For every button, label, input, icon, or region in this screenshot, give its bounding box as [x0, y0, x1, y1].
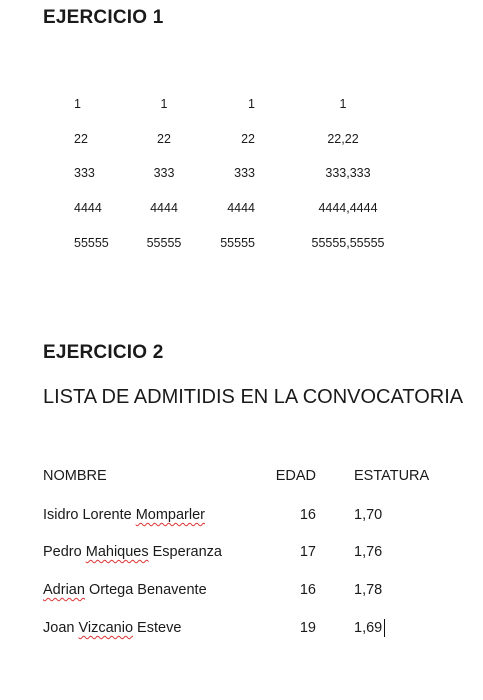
name-text: Esteve [133, 620, 182, 636]
name-text: Ortega Benavente [84, 582, 207, 598]
table-cell: 1 [339, 97, 347, 111]
name-text: Esperanza [148, 544, 222, 560]
table-cell: 333 [234, 166, 255, 180]
header-nombre: NOMBRE [43, 468, 107, 484]
table-cell: 1 [248, 97, 255, 111]
table-cell: 55555,55555 [311, 236, 385, 250]
spellcheck-word[interactable]: Mahiques [85, 544, 149, 560]
person-edad: 17 [299, 544, 316, 560]
table-cell: 4444 [150, 201, 178, 215]
spellcheck-word[interactable]: Momparler [135, 507, 205, 523]
spellcheck-word[interactable]: Adrian [43, 582, 85, 598]
table-cell: 55555 [146, 236, 182, 250]
person-name [43, 582, 207, 598]
table-cell: 55555 [220, 236, 255, 250]
table-cell: 333,333 [325, 166, 371, 180]
table-cell: 22 [241, 132, 255, 146]
name-text: Pedro [43, 544, 86, 560]
header-edad: EDAD [275, 468, 316, 484]
table-cell: 22,22 [327, 132, 359, 146]
table-cell: 55555 [74, 236, 109, 250]
table-cell: 1 [74, 97, 81, 111]
header-estatura: ESTATURA [354, 468, 430, 484]
person-estatura: 1,69 [354, 620, 383, 636]
person-name [43, 620, 181, 636]
person-edad: 19 [299, 620, 316, 636]
person-name [43, 544, 222, 560]
spellcheck-word[interactable]: Vizcanio [78, 620, 134, 636]
ejercicio-2-title: EJERCICIO 2 [43, 342, 164, 363]
table-cell: 333 [74, 166, 95, 180]
person-edad: 16 [299, 507, 316, 523]
person-estatura: 1,70 [354, 507, 383, 523]
person-estatura: 1,78 [354, 582, 383, 598]
name-text: Joan [43, 620, 79, 636]
person-estatura: 1,76 [354, 544, 383, 560]
text-cursor [384, 619, 385, 637]
table-cell: 22 [74, 132, 88, 146]
person-edad: 16 [299, 582, 316, 598]
person-name [43, 507, 205, 523]
ejercicio-1-title: EJERCICIO 1 [43, 7, 164, 28]
table-cell: 22 [157, 132, 171, 146]
table-cell: 4444,4444 [318, 201, 378, 215]
table-cell: 4444 [74, 201, 102, 215]
list-subtitle: LISTA DE ADMITIDIS EN LA CONVOCATORIA [43, 386, 464, 408]
table-cell: 333 [153, 166, 175, 180]
name-text: Isidro Lorente [43, 507, 136, 523]
table-cell: 4444 [227, 201, 255, 215]
table-cell: 1 [160, 97, 168, 111]
